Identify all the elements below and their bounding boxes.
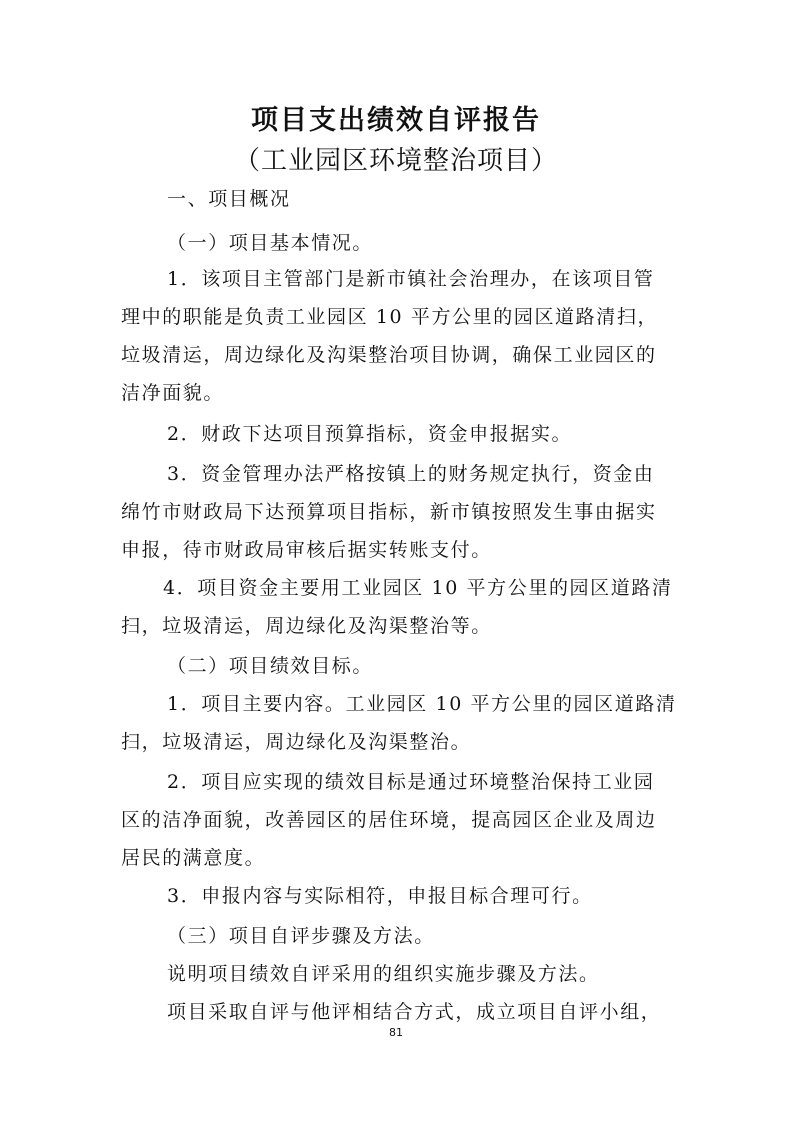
paragraph-line: 3．申报内容与实际相符，申报目标合理可行。	[167, 885, 593, 907]
subsection-heading: （一）项目基本情况。	[167, 232, 374, 254]
paragraph-line: 2．项目应实现的绩效目标是通过环境整治保持工业园	[167, 771, 655, 793]
paragraph-line: 理中的职能是负责工业园区 10 平方公里的园区道路清扫，	[121, 306, 659, 328]
document-subtitle: （工业园区环境整治项目）	[233, 146, 558, 176]
paragraph-line: 洁净面貌。	[121, 382, 225, 404]
section-heading: 一、项目概况	[167, 188, 291, 210]
paragraph-line: 绵竹市财政局下达预算项目指标，新市镇按照发生事由据实	[121, 501, 657, 523]
paragraph-line: 扫，垃圾清运，周边绿化及沟渠整治等。	[121, 615, 492, 637]
paragraph-line: 3．资金管理办法严格按镇上的财务规定执行，资金由	[167, 463, 655, 485]
paragraph-line: 区的洁净面貌，改善园区的居住环境，提高园区企业及周边	[121, 809, 657, 831]
paragraph-line: 申报，待市财政局审核后据实转账支付。	[121, 539, 492, 561]
subsection-heading: （二）项目绩效目标。	[167, 655, 374, 677]
paragraph-line: 4．项目资金主要用工业园区 10 平方公里的园区道路清	[163, 577, 673, 599]
subsection-heading: （三）项目自评步骤及方法。	[167, 925, 435, 947]
paragraph-line: 1．该项目主管部门是新市镇社会治理办，在该项目管	[167, 268, 655, 290]
paragraph-line: 项目采取自评与他评相结合方式，成立项目自评小组，	[167, 1001, 662, 1023]
paragraph-line: 说明项目绩效自评采用的组织实施步骤及方法。	[167, 963, 600, 985]
document-title: 项目支出绩效自评报告	[251, 105, 541, 136]
paragraph-line: 垃圾清运，周边绿化及沟渠整治项目协调，确保工业园区的	[121, 344, 657, 366]
paragraph-line: 2．财政下达项目预算指标，资金申报据实。	[167, 423, 573, 445]
paragraph-line: 扫，垃圾清运，周边绿化及沟渠整治。	[121, 731, 472, 753]
page-number: 81	[389, 1026, 403, 1039]
paragraph-line: 1．项目主要内容。工业园区 10 平方公里的园区道路清	[167, 693, 677, 715]
paragraph-line: 居民的满意度。	[121, 847, 266, 869]
